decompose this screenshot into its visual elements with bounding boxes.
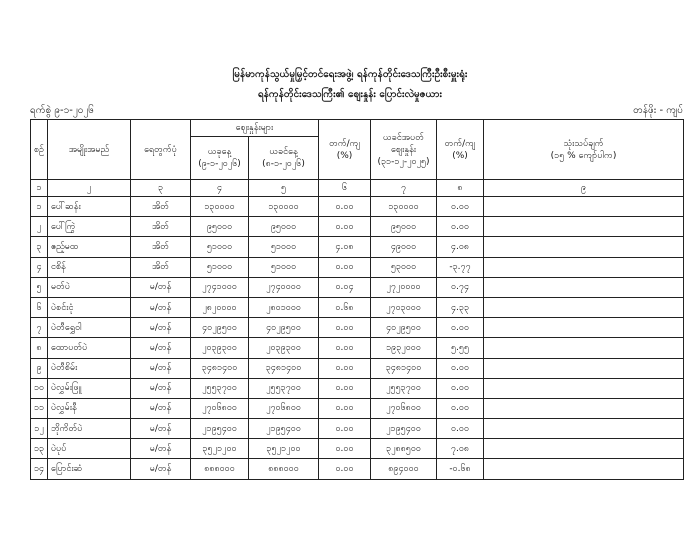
cell-remark <box>484 297 684 317</box>
cell-change-day: ၄.၀၈ <box>319 237 371 257</box>
table-row <box>31 217 684 237</box>
cell-today: ၅၁၀၀၀ <box>191 237 249 257</box>
cell-today: ၁၃၀၀၀၀ <box>191 197 249 217</box>
cell-prev-week: ၄၀၂၉၅၀၀ <box>371 318 437 338</box>
cell-item: ပဲပုပ် <box>48 439 131 459</box>
cell-unit: မ/တန် <box>131 419 191 439</box>
value-unit-label: တန်ဖိုး - ကျပ် <box>633 105 683 116</box>
cell-prev-day: ၂၁၉၅၄၀၀ <box>249 419 319 439</box>
cell-change-day: ၀.၀၀ <box>319 318 371 338</box>
cell-change-week: ၀.၀၀ <box>437 378 484 398</box>
cell-prev-day: ၂၅၅၃၇၀၀ <box>249 378 319 398</box>
cell-change-day: ၀.၀၀ <box>319 398 371 418</box>
cell-prev-day: ၂၈၀၁၀၀၀ <box>249 297 319 317</box>
cell-item: ပဲလွှမ်းဖြူ <box>48 378 131 398</box>
cell-prev-day: ၅၁၀၀၀ <box>249 257 319 277</box>
cell-change-week: ၅.၅၅ <box>437 338 484 358</box>
cell-prev-week: ၂၅၅၃၇၀၀ <box>371 378 437 398</box>
col-header-prev-day <box>249 137 319 180</box>
cell-unit: အိတ် <box>131 257 191 277</box>
cell-remark <box>484 398 684 418</box>
table-row <box>31 338 684 358</box>
col-header-no: စဉ် <box>31 120 48 180</box>
cell-item: ငစိန် <box>48 257 131 277</box>
table-row <box>31 398 684 418</box>
cell-prev-day: ၈၈၈၀၀၀ <box>249 459 319 479</box>
col-header-change-week <box>437 120 484 180</box>
cell-today: ၂၅၅၃၇၀၀ <box>191 378 249 398</box>
column-number: ၁ <box>31 180 48 197</box>
cell-prev-day: ၃၄၈၁၄၀၀ <box>249 358 319 378</box>
cell-today: ၃၅၂၁၂၀၀ <box>191 439 249 459</box>
cell-change-week: ၀.၀၀ <box>437 419 484 439</box>
cell-today: ၂၇၀၆၈၀၀ <box>191 398 249 418</box>
table-row <box>31 257 684 277</box>
prev-day-label: ယခင်နေ့ <box>269 147 298 157</box>
cell-change-week: ၀.၀၀ <box>437 217 484 237</box>
cell-prev-week: ၁၃၀၀၀၀ <box>371 197 437 217</box>
cell-no: ၁၁ <box>31 398 48 418</box>
cell-remark <box>484 277 684 297</box>
cell-remark <box>484 338 684 358</box>
cell-no: ၅ <box>31 277 48 297</box>
cell-remark <box>484 257 684 277</box>
table-row <box>31 419 684 439</box>
cell-prev-day: ၉၅၀၀၀ <box>249 217 319 237</box>
cell-unit: အိတ် <box>131 237 191 257</box>
change-day-unit: (%) <box>336 150 353 161</box>
cell-change-day: ၀.၀၀ <box>319 197 371 217</box>
cell-item: ပဲတီရွှေဝါ <box>48 318 131 338</box>
cell-item: မတ်ပဲ <box>48 277 131 297</box>
cell-today: ၂၈၂၀၀၀၀ <box>191 297 249 317</box>
column-number: ၄ <box>191 180 249 197</box>
document-title-line1: မြန်မာကုန်သွယ်မှုမြှင့်တင်ရေးအဖွဲ့၊ ရန်ကုန်တိုင်းဒေသကြီးဦးစီးမှူးရုံး <box>232 69 468 80</box>
cell-unit: မ/တန် <box>131 318 191 338</box>
cell-change-week: ၄.၀၈ <box>437 237 484 257</box>
cell-today: ၂၇၄၁၀၀၀ <box>191 277 249 297</box>
column-number: ၈ <box>437 180 484 197</box>
cell-prev-day: ၅၁၀၀၀ <box>249 237 319 257</box>
cell-change-week: -၃.၇၇ <box>437 257 484 277</box>
cell-no: ၈ <box>31 338 48 358</box>
cell-change-week: ၀.၀၀ <box>437 318 484 338</box>
cell-change-week: ၀.၀၀ <box>437 197 484 217</box>
column-number-row <box>31 180 684 197</box>
cell-no: ၁၃ <box>31 439 48 459</box>
cell-item: ပေါ်ဆန်း <box>48 197 131 217</box>
prev-day-date: (၈-၁-၂၀၂၆) <box>262 159 305 169</box>
cell-prev-day: ၂၀၃၉၃၀၀ <box>249 338 319 358</box>
cell-prev-week: ၃၂၈၈၅၀၀ <box>371 439 437 459</box>
cell-item: ဧည့်မထ <box>48 237 131 257</box>
cell-item: ပေါ်ကြွဲ <box>48 217 131 237</box>
cell-remark <box>484 378 684 398</box>
cell-item: ပဲလွှမ်းနီ <box>48 398 131 418</box>
cell-unit: မ/တန် <box>131 378 191 398</box>
cell-change-day: ၀.၆၈ <box>319 297 371 317</box>
cell-prev-week: ၈၉၄၀၀၀ <box>371 459 437 479</box>
cell-no: ၇ <box>31 318 48 338</box>
cell-prev-day: ၂၇၄၀၀၀၀ <box>249 277 319 297</box>
cell-prev-week: ၉၅၀၀၀ <box>371 217 437 237</box>
column-number: ၂ <box>48 180 131 197</box>
cell-prev-week: ၂၇၂၀၀၀၀ <box>371 277 437 297</box>
cell-prev-week: ၂၁၉၅၄၀၀ <box>371 419 437 439</box>
col-header-unit: ရေတွက်ပုံ <box>131 120 191 180</box>
cell-remark <box>484 358 684 378</box>
cell-unit: မ/တန် <box>131 277 191 297</box>
column-number: ၃ <box>131 180 191 197</box>
document-title-line2: ရန်ကုန်တိုင်းဒေသကြီး၏ ဈေးနှုန်း ပြောင်းလဲမှုဇယား <box>258 89 442 100</box>
table-row <box>31 439 684 459</box>
column-number: ၇ <box>371 180 437 197</box>
cell-change-week: -၀.၆၈ <box>437 459 484 479</box>
today-label: ယခုနေ့ <box>207 147 232 157</box>
today-date: (၉-၁-၂၀၂၆) <box>198 159 241 169</box>
cell-change-day: ၀.၀၀ <box>319 338 371 358</box>
cell-prev-week: ၅၃၀၀၀ <box>371 257 437 277</box>
prev-week-date: (၃၁-၁၂-၂၀၂၅) <box>377 156 430 167</box>
report-date: ရက်စွဲ ၉-၁-၂၀၂၆ <box>30 105 94 116</box>
cell-today: ၄၀၂၉၅၀၀ <box>191 318 249 338</box>
cell-no: ၁၂ <box>31 419 48 439</box>
change-week-unit: (%) <box>452 150 468 161</box>
cell-remark <box>484 197 684 217</box>
cell-change-day: ၀.၀၀ <box>319 217 371 237</box>
cell-unit: မ/တန် <box>131 297 191 317</box>
cell-prev-week: ၃၄၈၁၄၀၀ <box>371 358 437 378</box>
cell-change-week: ၀.၇၄ <box>437 277 484 297</box>
cell-remark <box>484 459 684 479</box>
cell-no: ၄ <box>31 257 48 277</box>
cell-change-week: ၄.၃၃ <box>437 297 484 317</box>
cell-today: ၃၄၈၁၄၀၀ <box>191 358 249 378</box>
table-row <box>31 197 684 217</box>
col-header-prices-group: ဈေးနှုန်းများ <box>191 120 319 137</box>
col-header-remark <box>484 120 684 180</box>
cell-today: ၅၁၀၀၀ <box>191 257 249 277</box>
cell-prev-week: ၂၇၀၃၀၀၀ <box>371 297 437 317</box>
cell-remark <box>484 217 684 237</box>
cell-unit: အိတ် <box>131 217 191 237</box>
cell-unit: အိတ် <box>131 197 191 217</box>
change-day-label: တက်/ကျ <box>329 138 360 149</box>
prev-week-label: ယခင်အပတ် <box>383 132 424 143</box>
cell-prev-day: ၃၅၂၁၂၀၀ <box>249 439 319 459</box>
cell-change-week: ၀.၀၀ <box>437 358 484 378</box>
cell-today: ၂၁၉၅၄၀၀ <box>191 419 249 439</box>
cell-change-day: ၀.၀၀ <box>319 378 371 398</box>
cell-prev-day: ၄၀၂၉၅၀၀ <box>249 318 319 338</box>
cell-change-day: ၀.၀၀ <box>319 459 371 479</box>
col-header-item: အမျိုးအမည် <box>48 120 131 180</box>
cell-change-day: ၀.၀၄ <box>319 277 371 297</box>
cell-no: ၆ <box>31 297 48 317</box>
cell-prev-week: ၁၉၃၂၀၀၀ <box>371 338 437 358</box>
table-row <box>31 237 684 257</box>
header-row <box>31 120 684 137</box>
cell-today: ၉၅၀၀၀ <box>191 217 249 237</box>
cell-unit: မ/တန် <box>131 338 191 358</box>
column-number: ၉ <box>484 180 684 197</box>
cell-item: ပဲစင်းငုံ <box>48 297 131 317</box>
cell-today: ၈၈၈၀၀၀ <box>191 459 249 479</box>
col-header-prev-week <box>371 120 437 180</box>
table-row <box>31 318 684 338</box>
table-row <box>31 378 684 398</box>
cell-item: ပဲတီစိမ်း <box>48 358 131 378</box>
cell-unit: မ/တန် <box>131 358 191 378</box>
cell-change-week: ၀.၀၀ <box>437 398 484 418</box>
cell-unit: မ/တန် <box>131 398 191 418</box>
cell-item: ပြောင်းဆံ <box>48 459 131 479</box>
table-row <box>31 459 684 479</box>
prev-week-price-label: ဈေးနှုန်း <box>390 144 417 155</box>
price-change-table <box>30 119 684 480</box>
cell-no: ၁ <box>31 197 48 217</box>
cell-change-day: ၀.၀၀ <box>319 257 371 277</box>
table-row <box>31 297 684 317</box>
cell-prev-week: ၄၉၀၀၀ <box>371 237 437 257</box>
column-number: ၆ <box>319 180 371 197</box>
change-week-label: တက်/ကျ <box>444 138 476 149</box>
cell-no: ၁၀ <box>31 378 48 398</box>
remark-note: (၁၅ % ကျော်ပါက) <box>550 150 617 161</box>
cell-item: ဘိုကိတ်ပဲ <box>48 419 131 439</box>
cell-unit: မ/တန် <box>131 439 191 459</box>
cell-today: ၂၀၃၉၃၀၀ <box>191 338 249 358</box>
cell-remark <box>484 237 684 257</box>
cell-prev-day: ၂၇၀၆၈၀၀ <box>249 398 319 418</box>
cell-no: ၂ <box>31 217 48 237</box>
cell-item: ထောပတ်ပဲ <box>48 338 131 358</box>
cell-change-day: ၀.၀၀ <box>319 358 371 378</box>
cell-prev-week: ၂၇၀၆၈၀၀ <box>371 398 437 418</box>
cell-change-week: ၇.၀၈ <box>437 439 484 459</box>
col-header-change-day <box>319 120 371 180</box>
table-row <box>31 277 684 297</box>
cell-remark <box>484 419 684 439</box>
cell-prev-day: ၁၃၀၀၀၀ <box>249 197 319 217</box>
cell-remark <box>484 439 684 459</box>
cell-no: ၃ <box>31 237 48 257</box>
cell-unit: မ/တန် <box>131 459 191 479</box>
cell-remark <box>484 318 684 338</box>
col-header-today <box>191 137 249 180</box>
cell-no: ၁၄ <box>31 459 48 479</box>
column-number: ၅ <box>249 180 319 197</box>
table-row <box>31 358 684 378</box>
cell-change-day: ၀.၀၀ <box>319 439 371 459</box>
cell-change-day: ၀.၀၀ <box>319 419 371 439</box>
cell-no: ၉ <box>31 358 48 378</box>
remark-label: သုံးသပ်ချက် <box>563 138 604 149</box>
